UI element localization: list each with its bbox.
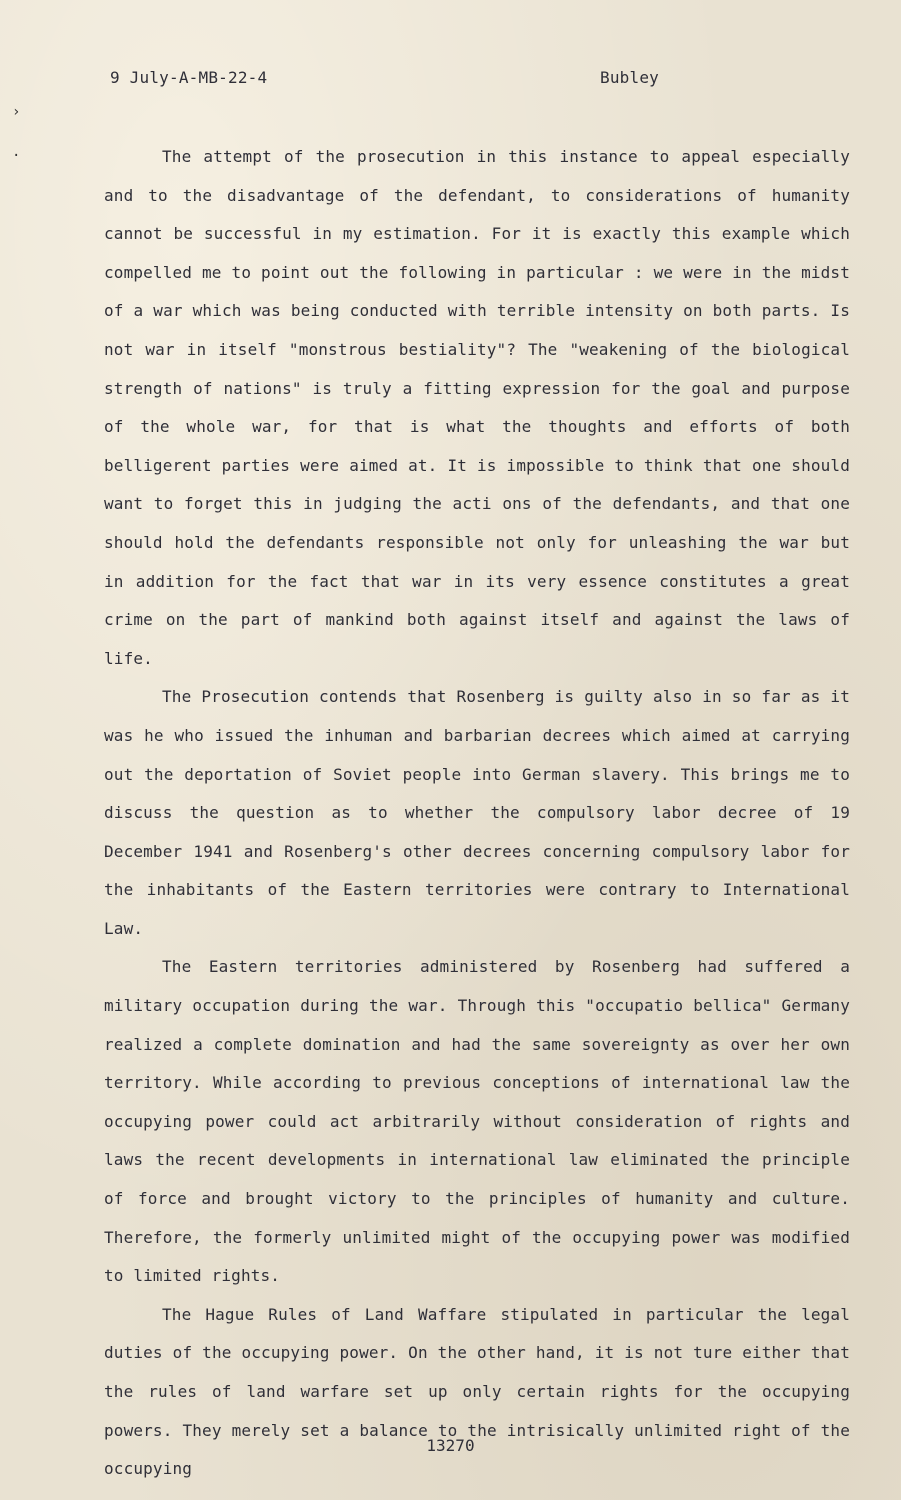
- margin-mark: ›: [12, 104, 21, 120]
- document-reference: 9 July-A-MB-22-4: [110, 68, 268, 87]
- page-number: 13270: [426, 1436, 475, 1455]
- body-text: [104, 138, 850, 1489]
- paragraph: The attempt of the prosecution in this instance to appeal especially and to the disadvantage of the defendant, to considerations of humanity cannot be successful in my estimation. For it is exactly this example which compelled me to point out the following in particular : we were in the midst of a war which was being conducted with terrible intensity on both parts. Is not war in itself "monstrous bestiality"? The "weakening of the biological strength of nations" is truly a fitting expression for the goal and purpose of the whole war, for that is what the thoughts and efforts of both belligerent parties were aimed at. It is impossible to think that one should want to forget this in judging the acti ons of the defendants, and that one should hold the defendants responsible not only for unleashing the war but in addition for the fact that war in its very essence constitutes a great crime on the part of mankind both against itself and against the laws of life.: [104, 147, 850, 668]
- paragraph: The Hague Rules of Land Waffare stipulated in particular the legal duties of the occupying power. On the other hand, it is not ture either that the rules of land warfare set up only certain rights for the occupying powers. They merely set a balance to the intrisically unlimited right of the occupying: [104, 1304, 850, 1479]
- paragraph: The Eastern territories administered by Rosenberg had suffered a military occupation during the war. Through this "occupatio bellica" Germany realized a complete domination and had the same sovereignty as over her own territory. While according to previous conceptions of international law the occupying power could act arbitrarily without consideration of rights and laws the recent developments in international law eliminated the principle of force and brought victory to the principles of humanity and culture. Therefore, the formerly unlimited might of the occupying power was modified to limited rights.: [104, 957, 850, 1286]
- speaker-name: Bubley: [600, 68, 659, 87]
- margin-mark: ·: [12, 148, 21, 164]
- paragraph: The Prosecution contends that Rosenberg is guilty also in so far as it was he who issued the inhuman and barbarian decrees which aimed at carrying out the deportation of Soviet people into German slavery. This brings me to discuss the question as to whether the compulsory labor decree of 19 December 1941 and Rosenberg's other decrees concerning compulsory labor for the inhabitants of the Eastern territories were contrary to International Law.: [104, 687, 850, 938]
- page-header: [110, 68, 841, 92]
